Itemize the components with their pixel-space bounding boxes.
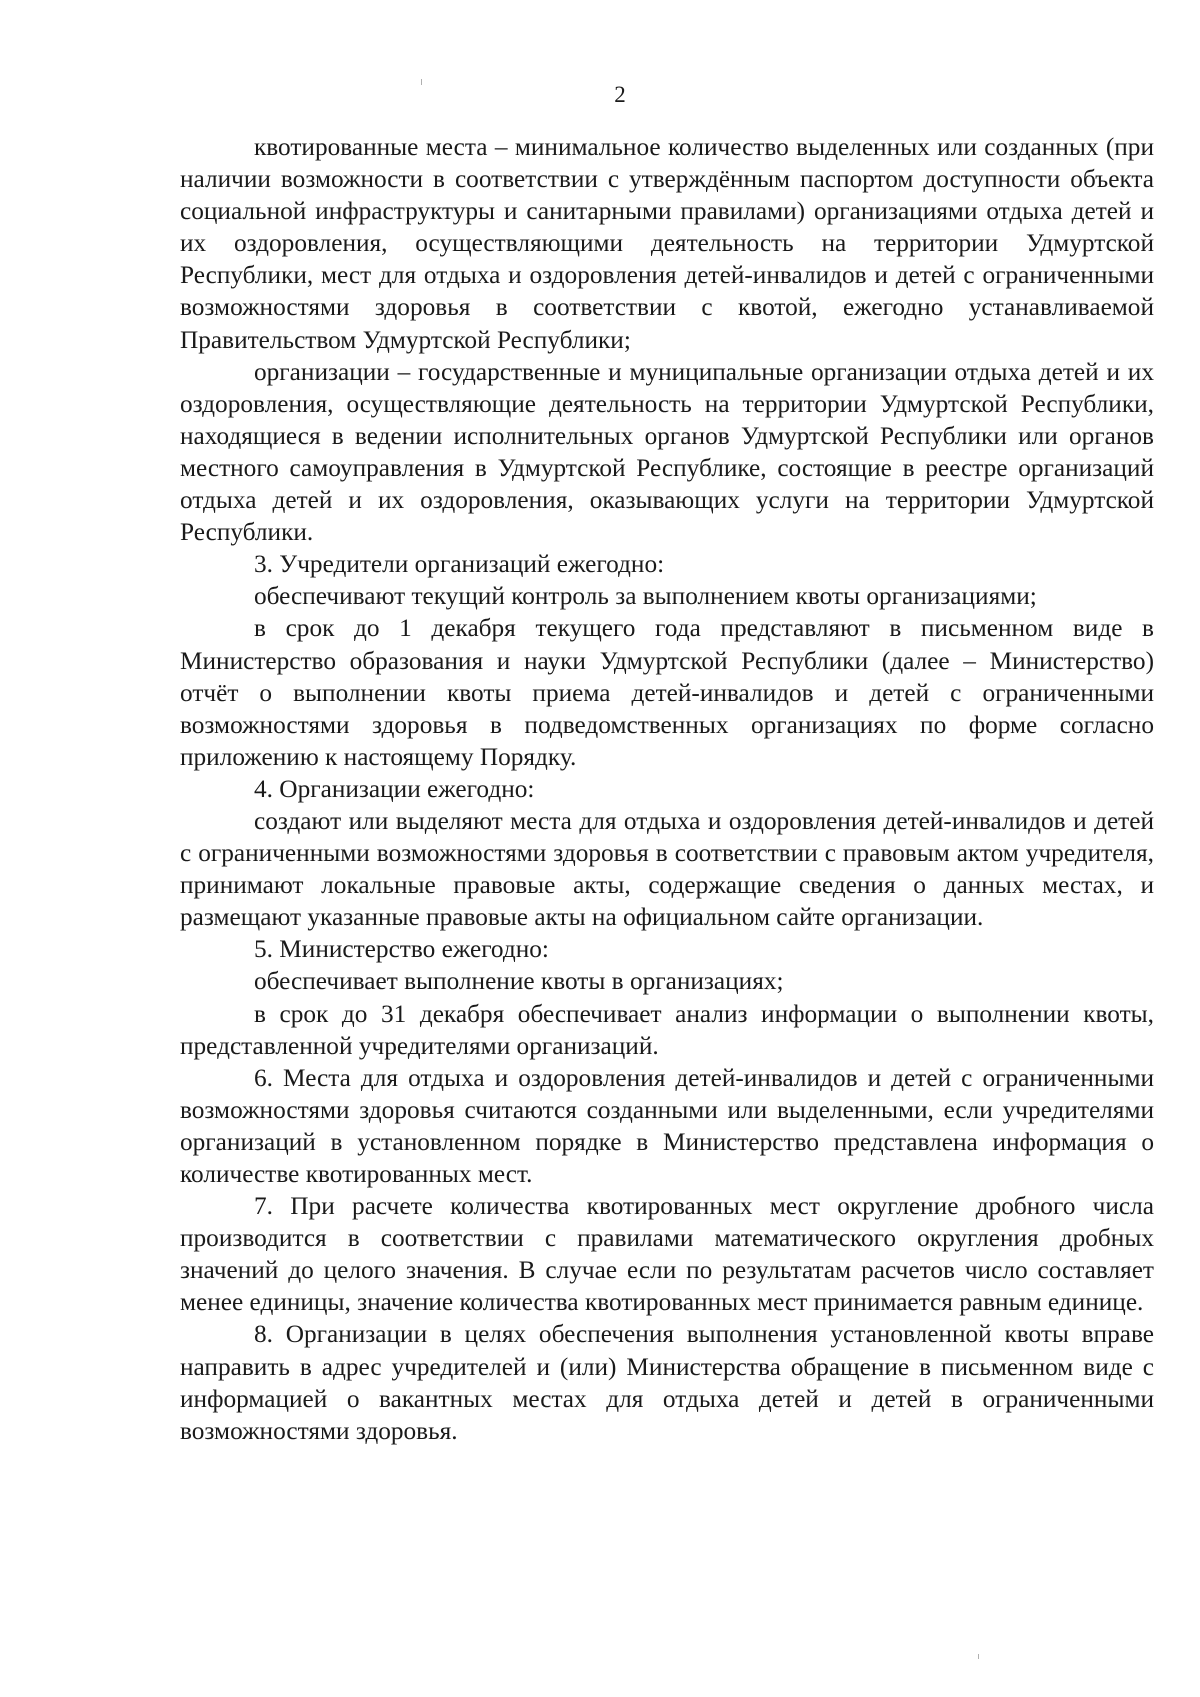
- definition-quota-places: квотированные места – минимальное количество выделенных или созданных (при наличии возможности в соответствии с утверждённым паспортом доступности объекта социальной инфраструктуры и санитарными правилами) организациями отдыха детей и их оздоровления, осуществляющими деятельность на территории Удмуртской Республики, мест для отдыха и оздоровления детей-инвалидов и детей с ограниченными возможностями здоровья в соответствии с квотой, ежегодно устанавливаемой Правительством Удмуртской Республики;: [180, 133, 1154, 354]
- scan-speck: [978, 1654, 979, 1659]
- clause-8: 8. Организации в целях обеспечения выполнения установленной квоты вправе направить в адрес учредителей и (или) Министерства обращение в письменном виде с информацией о вакантных местах для отдыха детей и детей в ограниченными возможностями здоровья.: [180, 1320, 1154, 1445]
- document-body: [180, 131, 1154, 1447]
- clause-7: 7. При расчете количества квотированных мест округление дробного числа производится в соответствии с правилами математического округления дробных значений до целого значения. В случае если по результатам расчетов число составляет менее единицы, значение количества квотированных мест принимается равным единице.: [180, 1192, 1154, 1317]
- clause-5-item-2: в срок до 31 декабря обеспечивает анализ информации о выполнении квоты, представленной учредителями организаций.: [180, 999, 1154, 1060]
- clause-3-item-2: в срок до 1 декабря текущего года представляют в письменном виде в Министерство образования и науки Удмуртской Республики (далее – Министерство) отчёт о выполнении квоты приема детей-инвалидов и детей с ограниченными возможностями здоровья в подведомственных организациях по форме согласно приложению к настоящему Порядку.: [180, 614, 1154, 771]
- clause-3-item-1: обеспечивают текущий контроль за выполнением квоты организациями;: [254, 582, 1037, 611]
- clause-4-heading: 4. Организации ежегодно:: [254, 774, 535, 803]
- clause-3-heading: 3. Учредители организаций ежегодно:: [254, 550, 665, 579]
- clause-4-item-1: создают или выделяют места для отдыха и оздоровления детей-инвалидов и детей с ограниченными возможностями здоровья в соответствии с правовым актом учредителя, принимают локальные правовые акты, содержащие сведения о данных местах, и размещают указанные правовые акты на официальном сайте организации.: [180, 806, 1154, 932]
- definition-organizations: организации – государственные и муниципальные организации отдыха детей и их оздоровления, осуществляющие деятельность на территории Удмуртской Республики, находящиеся в ведении исполнительных органов Удмуртской Республики или органов местного самоуправления в Удмуртской Республике, состоящие в реестре организаций отдыха детей и их оздоровления, оказывающих услуги на территории Удмуртской Республики.: [180, 357, 1154, 547]
- page-number: 2: [614, 82, 626, 107]
- clause-5-item-1: обеспечивает выполнение квоты в организациях;: [254, 967, 784, 996]
- clause-6: 6. Места для отдыха и оздоровления детей-инвалидов и детей с ограниченными возможностями здоровья считаются созданными или выделенными, если учредителями организаций в установленном порядке в Министерство представлена информация о количестве квотированных мест.: [180, 1063, 1154, 1188]
- clause-5-heading: 5. Министерство ежегодно:: [254, 935, 549, 964]
